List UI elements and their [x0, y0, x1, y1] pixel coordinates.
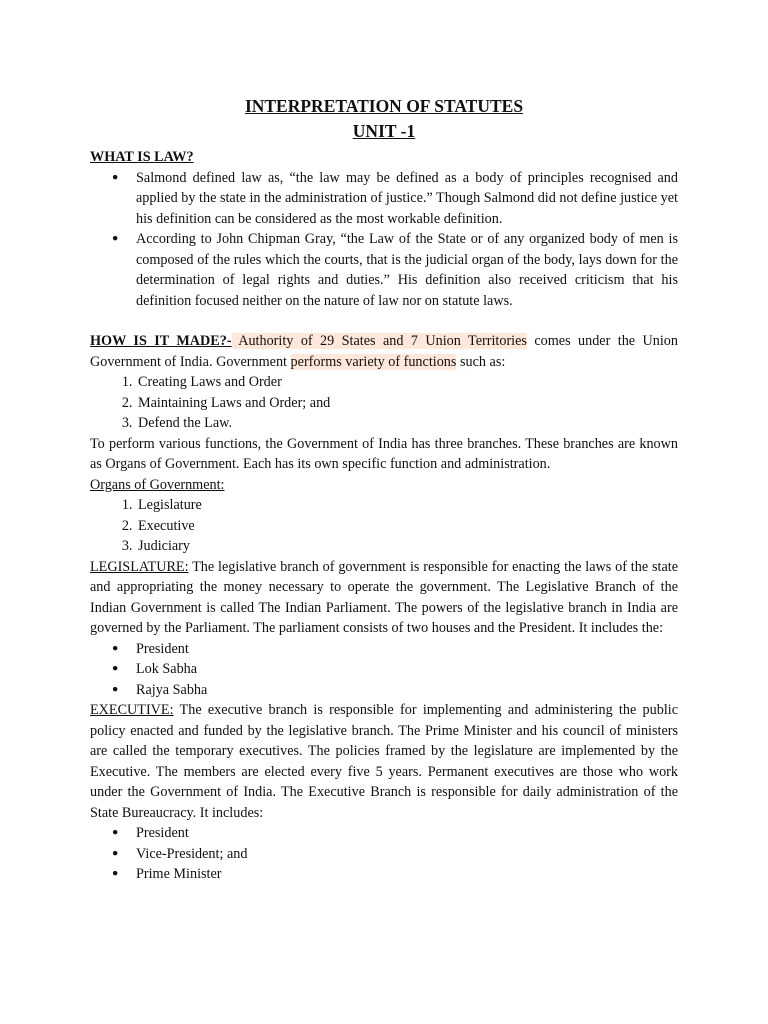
list-item: 1. Legislature	[136, 495, 678, 516]
branches-paragraph: To perform various functions, the Government of India has three branches. These branches are known as Organs of Government. Each has its own specific function and administration.	[90, 435, 678, 472]
document-content	[90, 94, 678, 885]
highlight-authority: Authority of 29 States and 7 Union Territories	[231, 333, 527, 349]
list-item: ● Prime Minister	[136, 864, 678, 885]
list-item: ● President	[136, 823, 678, 844]
legislature-heading: LEGISLATURE:	[90, 558, 189, 575]
organs-list	[90, 495, 678, 557]
highlight-functions: performs variety of functions	[290, 353, 457, 370]
list-item	[136, 229, 678, 311]
list-item: 1. Creating Laws and Order	[136, 372, 678, 393]
executive-text: The executive branch is responsible for implementing and administering the public policy enacted and funded by the legislative branch. The Prime Minister and his council of ministers are called the temporary executives. The policies framed by the legislature are implemented by the Executive. The members are elected every five 5 years. Permanent executives are those who work under the Government of India. The Executive Branch is responsible for daily administration of the State Bureaucracy. It includes:	[90, 702, 678, 821]
list-item: 3. Defend the Law.	[136, 413, 678, 434]
list-item: ● Salmond defined law as, “the law may be defined as a body of principles recognised and applied by the state in the administration of justice.” Though Salmond did not define justice yet his definition can be considered as the most workable definition.	[136, 168, 678, 230]
legislature-paragraph	[90, 557, 678, 639]
list-item: ● Vice-President; and	[136, 844, 678, 865]
how-made-text-end: such as:	[456, 353, 506, 370]
unit-heading: UNIT -1	[352, 121, 416, 141]
gray-definition: According to John Chipman Gray, “the Law of the State or of any organized body of men is composed of the rules which the courts, that is the judicial organ of the body, lays down for the determination of legal rights and duties.” His definition also received criticism that his definition focused neither on the nature of law nor on statute laws.	[136, 231, 678, 309]
spacer	[90, 311, 678, 331]
what-is-law-heading: WHAT IS LAW?	[90, 149, 194, 165]
functions-list	[90, 372, 678, 434]
executive-paragraph	[90, 700, 678, 823]
executive-list	[90, 823, 678, 885]
organs-heading: Organs of Government:	[90, 476, 225, 493]
list-item: ● Rajya Sabha	[136, 680, 678, 701]
list-item: ● Lok Sabha	[136, 659, 678, 680]
document-title: INTERPRETATION OF STATUTES	[244, 96, 524, 116]
legislature-text: The legislative branch of government is responsible for enacting the laws of the state and appropriating the money necessary to operate the government. The Legislative Branch of the Indian Government is called The Indian Parliament. The powers of the legislative branch in India are governed by the Parliament. The parliament consists of two houses and the President. It includes the:	[90, 558, 678, 636]
list-item: 3. Judiciary	[136, 536, 678, 557]
how-made-text: comes under the Union Government of India. Government	[90, 333, 678, 370]
what-is-law-list	[90, 168, 678, 312]
list-item: 2. Maintaining Laws and Order; and	[136, 393, 678, 414]
list-item: ● President	[136, 639, 678, 660]
how-made-paragraph	[90, 331, 678, 372]
executive-heading: EXECUTIVE:	[90, 702, 174, 718]
how-made-heading: HOW IS IT MADE?-	[90, 333, 232, 349]
legislature-list	[90, 639, 678, 701]
list-item: 2. Executive	[136, 516, 678, 537]
